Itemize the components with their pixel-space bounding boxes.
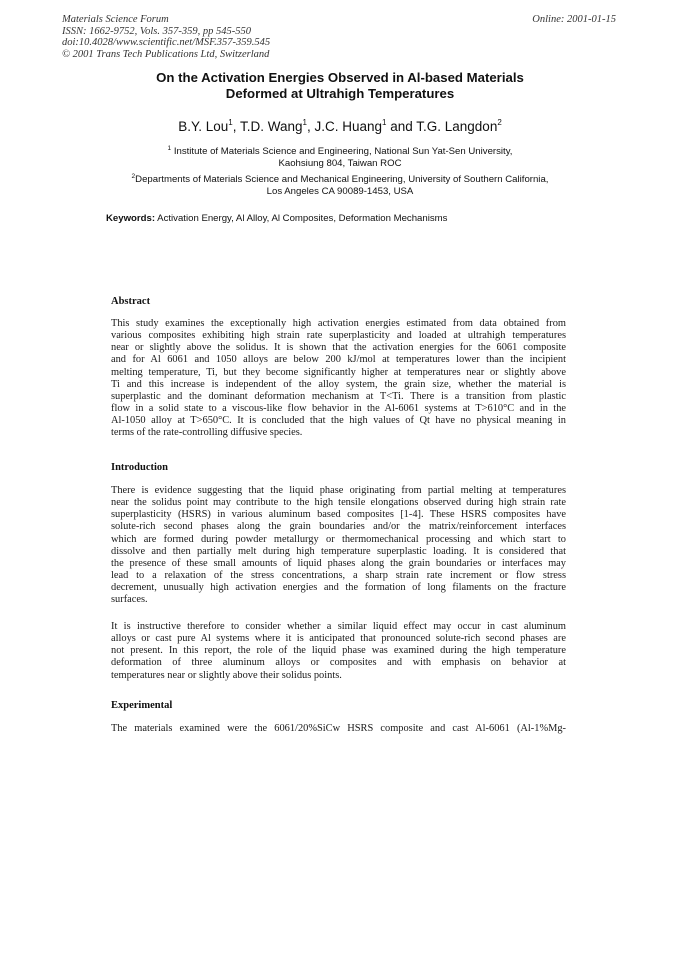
author-separator: and <box>386 119 417 134</box>
introduction-heading: Introduction <box>111 462 168 473</box>
experimental-paragraph <box>111 723 566 735</box>
body-line: deformation of three aluminum alloys or composites and with emphasis on behavior at <box>111 657 566 669</box>
body-line: which are formed during powder metallurgy or thermomechanical processing and which start to <box>111 533 566 545</box>
affiliation-2-line-1 <box>80 171 600 186</box>
affiliation-1-line-2: Kaohsiung 804, Taiwan ROC <box>278 158 402 169</box>
journal-header <box>62 14 270 60</box>
body-line: The materials examined were the 6061/20%SiCw HSRS composite and cast Al-6061 (Al-1%Mg- <box>111 723 566 734</box>
body-line: It is instructive therefore to consider whether a similar liquid effect may occur in cast aluminum <box>111 621 566 632</box>
body-line: decrement, unusually high activation energies and the formation of long filaments on the fracture <box>111 582 566 594</box>
author-separator: , <box>306 119 315 134</box>
affiliation-1-line-1 <box>80 143 600 158</box>
body-line: There is evidence suggesting that the liquid phase originating from partial melting at temperatures <box>111 485 566 496</box>
doi-link[interactable]: doi:10.4028/www.scientific.net/MSF.357-359.545 <box>62 37 271 48</box>
body-line: superplasticity (HSRS) in various aluminum based composites [1-4]. These HSRS composites have <box>111 509 566 521</box>
affiliation-1 <box>80 143 600 170</box>
affiliation-text: Institute of Materials Science and Engineering, National Sun Yat-Sen University, <box>171 146 513 157</box>
copyright-line: © 2001 Trans Tech Publications Ltd, Switzerland <box>62 48 270 60</box>
experimental-heading: Experimental <box>111 700 173 711</box>
introduction-paragraph-1 <box>111 485 566 606</box>
abstract-line: melting temperature, Ti, but they become significantly higher at temperatures near or slightly above <box>111 366 566 378</box>
body-line: surfaces. <box>111 594 148 606</box>
affiliation-mark: 1 <box>167 145 172 152</box>
issn-line: ISSN: 1662-9752, Vols. 357-359, pp 545-550 <box>62 25 251 37</box>
body-line: not present. In this report, the role of the liquid phase was examined during the high temperature <box>111 645 566 657</box>
body-line: temperatures near or slightly above their solidus points. <box>111 669 342 681</box>
author-affiliation-mark: 1 <box>302 118 307 127</box>
author-affiliation-mark: 2 <box>497 118 502 127</box>
abstract-line: near or slightly above the solidus. It is shown that the activation energies for the 6061 composite <box>111 342 566 354</box>
title-line-2: Deformed at Ultrahigh Temperatures <box>225 86 455 101</box>
abstract-body <box>111 318 566 439</box>
abstract-line: terms of the rate-controlling diffusive species. <box>111 427 303 439</box>
body-line: dissolve and then partially melt during high temperature superplastic loading. It is considered that <box>111 545 566 557</box>
keywords-label: Keywords: <box>106 213 156 224</box>
affiliation-2-line-2: Los Angeles CA 90089-1453, USA <box>266 186 414 197</box>
author-affiliation-mark: 1 <box>382 118 387 127</box>
author-name: B.Y. Lou <box>178 119 229 134</box>
body-line: solute-rich second phases along the grain boundaries and/or the matrix/reinforcement interfaces <box>111 521 566 533</box>
journal-name: Materials Science Forum <box>62 14 169 25</box>
body-line: the presence of these small amounts of liquid phases along the grain boundaries or interfaces may <box>111 557 566 569</box>
keywords-text: Activation Energy, Al Alloy, Al Composites, Deformation Mechanisms <box>155 213 448 224</box>
affiliation-text: Departments of Materials Science and Mechanical Engineering, University of Southern California, <box>135 174 549 185</box>
affiliation-2 <box>80 171 600 198</box>
author-name: T.G. Langdon <box>416 119 498 134</box>
author-name: T.D. Wang <box>239 119 303 134</box>
abstract-line: This study examines the exceptionally high activation energies estimated from data obtained from <box>111 318 566 329</box>
keywords <box>106 213 586 224</box>
abstract-heading: Abstract <box>111 296 151 307</box>
author-affiliation-mark: 1 <box>228 118 233 127</box>
body-line: near the solidus point may contribute to the high tensile elongations observed during high strain rate <box>111 497 566 509</box>
abstract-line: superplastic and the dominant deformation mechanism at T<Ti. There is a transition from plastic <box>111 390 566 402</box>
title-line-1: On the Activation Energies Observed in Al-based Materials <box>156 70 524 85</box>
body-line: lead to a relaxation of the stress concentrations, a sharp strain rate increment or flow stress <box>111 569 566 581</box>
abstract-line: various composites exhibiting high strain rate superplasticity and loaded at ultrahigh temperatures <box>111 330 566 342</box>
paper-title <box>80 70 600 102</box>
author-list <box>80 118 600 134</box>
abstract-line: and for Al 6061 and 1050 alloys are below 200 kJ/mol at temperatures lower than the incipient <box>111 354 566 366</box>
introduction-paragraph-2 <box>111 621 566 682</box>
abstract-line: flow in a solid state to a viscous-like flow behavior in the Al-6061 systems at T>610°C and in the <box>111 402 566 414</box>
abstract-line: Ti and this increase is independent of the alloy system, the grain size, whether the material is <box>111 378 566 390</box>
abstract-line: Al-1050 alloy at T>650°C. It is concluded that the high values of Qt have no physical meaning in <box>111 415 566 427</box>
online-date: Online: 2001-01-15 <box>532 14 616 25</box>
affiliation-mark: 2 <box>131 173 136 180</box>
body-line: alloys or cast pure Al systems where it is anticipated that pronounced solute-rich second phases are <box>111 633 566 645</box>
author-separator: , <box>232 119 240 134</box>
author-name: J.C. Huang <box>314 119 383 134</box>
